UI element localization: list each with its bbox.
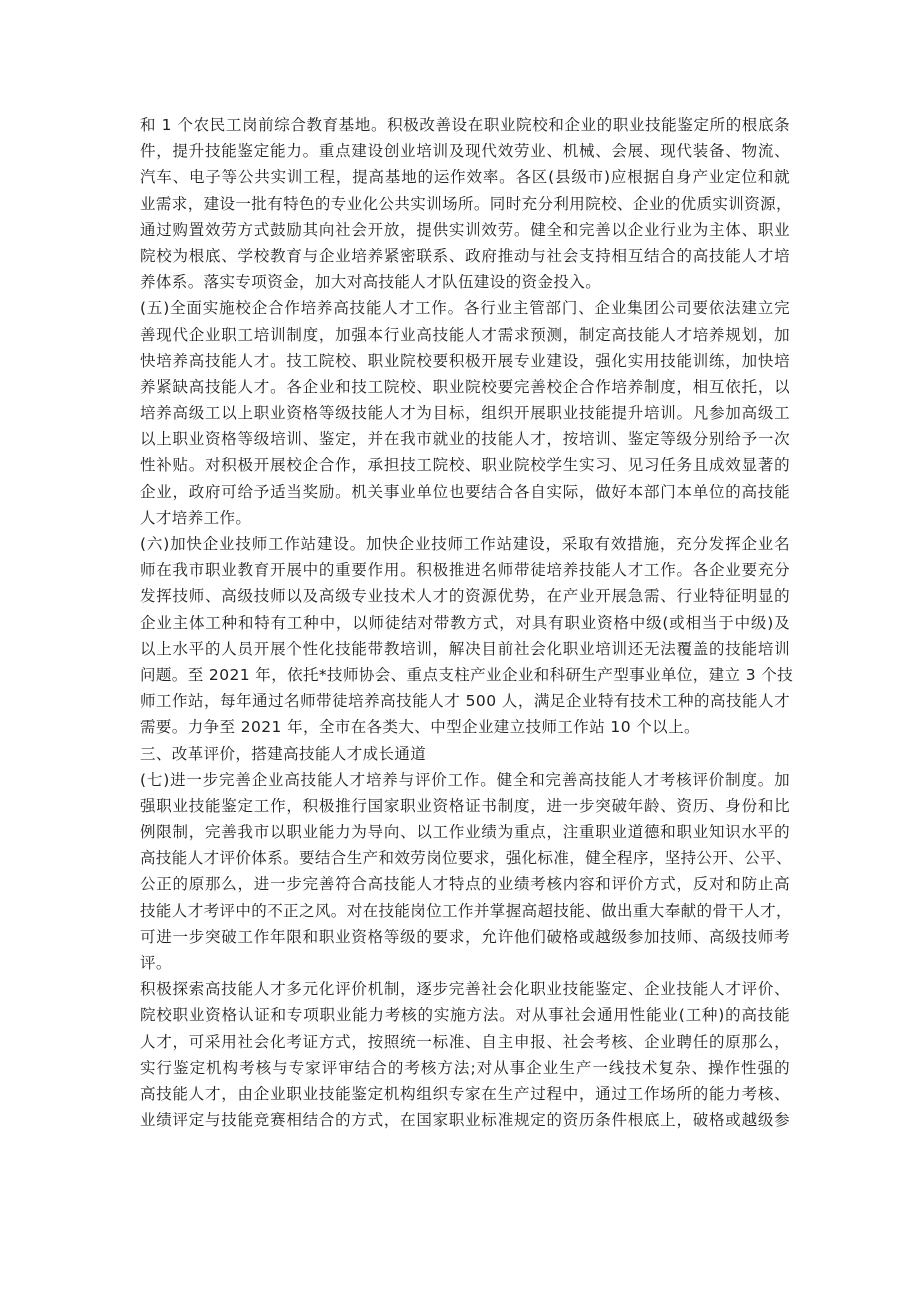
text-line: 企业主体工种和特有工种中，以师徒结对带教方式，对具有职业资格中级(或相当于中级)及 [140,613,790,632]
text-line: 人才培养工作。 [140,508,252,527]
text-line: 快培养高技能人才。技工院校、职业院校要积极开展专业建设，强化实用技能训练，加快培 [140,351,790,370]
text-line: 师在我市职业教育开展中的重要作用。积极推进名师带徒培养技能人才工作。各企业要充分 [140,561,790,580]
text-line: 养紧缺高技能人才。各企业和技工院校、职业院校要完善校企合作培养制度，相互依托，以 [140,377,790,396]
text-line: 发挥技师、高级技师以及高级专业技术人才的资源优势，在产业开展急需、行业特征明显的 [140,587,790,606]
text-line: 积极探索高技能人才多元化评价机制，逐步完善社会化职业技能鉴定、企业技能人才评价、 [140,980,790,999]
text-line: 师工作站，每年通过名师带徒培养高技能人才 500 人，满足企业特有技术工种的高技能人才 [140,692,790,711]
text-line: 院校职业资格认证和专项职业能力考核的实施方法。对从事社会通用性能业(工种)的高技能 [140,1006,790,1025]
text-line: 汽车、电子等公共实训工程，提高基地的运作效率。各区(县级市)应根据自身产业定位和就 [140,168,790,187]
text-line: 善现代企业职工培训制度，加强本行业高技能人才需求预测，制定高技能人才培养规划，加 [140,325,790,344]
text-line: 性补贴。对积极开展校企合作，承担技工院校、职业院校学生实习、见习任务且成效显著的 [140,456,790,475]
text-line: 业需求，建设一批有特色的专业化公共实训场所。同时充分利用院校、企业的优质实训资源， [140,194,792,213]
text-line: (六)加快企业技师工作站建设。加快企业技师工作站建设，采取有效措施，充分发挥企业名 [140,535,790,553]
text-line: 三、改革评价，搭建高技能人才成长通道 [140,744,427,763]
text-line: 技能人才考评中的不正之风。对在技能岗位工作并掌握高超技能、做出重大奉献的骨干人才， [140,901,792,920]
text-line: 通过购置效劳方式鼓励其向社会开放，提供实训效劳。健全和完善以企业行业为主体、职业 [140,220,790,239]
text-line: 企业，政府可给予适当奖励。机关事业单位也要结合各自实际，做好本部门本单位的高技能 [140,482,790,501]
text-line: 高技能人才评价体系。要结合生产和效劳岗位要求，强化标准，健全程序，坚持公开、公平、 [140,849,792,868]
text-line: 强职业技能鉴定工作，积极推行国家职业资格证书制度，进一步突破年龄、资历、身份和比 [140,796,790,815]
text-line: (五)全面实施校企合作培养高技能人才工作。各行业主管部门、企业集团公司要依法建立完 [140,299,790,318]
text-line: 评。 [140,954,172,972]
text-line: 件，提升技能鉴定能力。重点建设创业培训及现代效劳业、机械、会展、现代装备、物流、 [140,142,790,161]
text-line: 高技能人才，由企业职业技能鉴定机构组织专家在生产过程中，通过工作场所的能力考核、 [140,1084,790,1103]
text-line: 以上职业资格等级培训、鉴定，并在我市就业的技能人才，按培训、鉴定等级分别给予一次 [140,430,790,449]
text-line: 实行鉴定机构考核与专家评审结合的考核方法;对从事企业生产一线技术复杂、操作性强的 [140,1058,790,1077]
text-line: 问题。至 2021 年，依托*技师协会、重点支柱产业企业和科研生产型事业单位，建立 3 个技 [140,665,794,684]
text-line: 培养高级工以上职业资格等级技能人才为目标，组织开展职业技能提升培训。凡参加高级工 [140,404,790,423]
text-line: 例限制，完善我市以职业能力为导向、以工作业绩为重点，注重职业道德和职业知识水平的 [140,823,790,842]
text-line: 需要。力争至 2021 年，全市在各类大、中型企业建立技师工作站 10 个以上。 [140,718,700,737]
text-line: 公正的原那么，进一步完善符合高技能人才特点的业绩考核内容和评价方式，反对和防止高 [140,875,790,894]
text-line: 养体系。落实专项资金，加大对高技能人才队伍建设的资金投入。 [140,273,602,292]
text-line: 和 1 个农民工岗前综合教育基地。积极改善设在职业院校和企业的职业技能鉴定所的根底条 [140,116,790,134]
text-line: 院校为根底、学校教育与企业培养紧密联系、政府推动与社会支持相互结合的高技能人才培 [140,246,790,265]
text-line: 人才，可采用社会化考证方式，按照统一标准、自主申报、社会考核、企业聘任的原那么， [140,1032,790,1051]
text-line: (七)进一步完善企业高技能人才培养与评价工作。健全和完善高技能人才考核评价制度。加 [140,770,790,789]
text-line: 以上水平的人员开展个性化技能带教培训，解决目前社会化职业培训还无法覆盖的技能培训 [140,639,790,658]
text-line: 可进一步突破工作年限和职业资格等级的要求，允许他们破格或越级参加技师、高级技师考 [140,927,790,946]
document-body [140,112,794,1133]
text-line: 业绩评定与技能竞赛相结合的方式，在国家职业标准规定的资历条件根底上，破格或越级参 [140,1111,790,1130]
